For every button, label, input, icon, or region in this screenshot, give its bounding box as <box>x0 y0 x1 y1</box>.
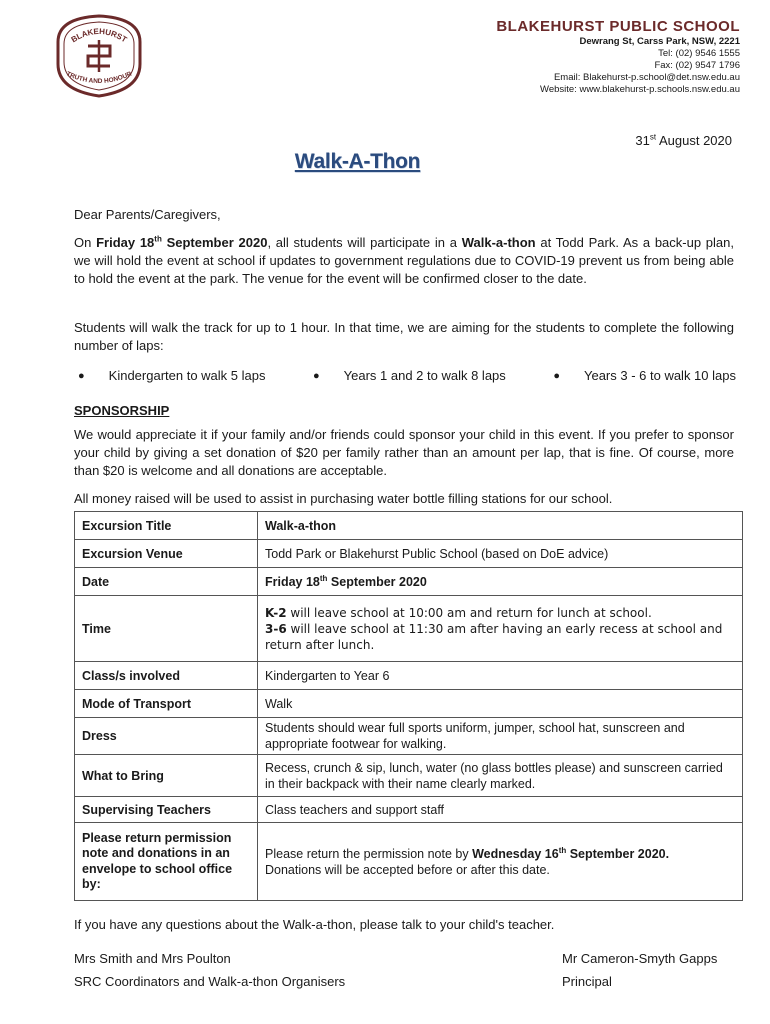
table-row: Date Friday 18th September 2020 <box>75 568 743 596</box>
closing-paragraph: If you have any questions about the Walk-a-thon, please talk to your child's teacher. <box>74 917 555 932</box>
table-row: Class/s involved Kindergarten to Year 6 <box>75 662 743 690</box>
date-day: 31 <box>635 133 650 148</box>
page-title: Walk-A-Thon <box>294 150 421 173</box>
table-row: Excursion Venue Todd Park or Blakehurst Public School (based on DoE advice) <box>75 540 743 568</box>
letterhead <box>496 18 740 96</box>
list-item: ● Kindergarten to walk 5 laps <box>78 368 266 383</box>
letter-date <box>635 133 732 148</box>
school-website: Website: www.blakehurst-p.schools.nsw.edu.au <box>540 84 740 95</box>
school-crest-logo <box>50 12 148 98</box>
table-row: Excursion Title Walk-a-thon <box>75 512 743 540</box>
funds-paragraph: All money raised will be used to assist in purchasing water bottle filling stations for our school. <box>74 491 613 506</box>
table-row: Time K-2 will leave school at 10:00 am and return for lunch at school. 3-6 will leave school at 11:30 am after having an early recess at school and return after lunch. <box>75 596 743 662</box>
signature-block-organisers <box>74 947 345 993</box>
school-tel: Tel: (02) 9546 1555 <box>658 48 740 59</box>
organiser-names: Mrs Smith and Mrs Poulton <box>74 951 231 966</box>
list-item: ● Years 3 - 6 to walk 10 laps <box>553 368 736 383</box>
laps-list <box>74 368 736 383</box>
salutation: Dear Parents/Caregivers, <box>74 207 221 222</box>
table-row: Mode of Transport Walk <box>75 690 743 718</box>
bullet-icon: ● <box>78 369 85 382</box>
signature-block-principal <box>562 947 717 993</box>
crest-motto-text: TRUTH AND HONOUR <box>65 70 133 86</box>
school-email: Email: Blakehurst-p.school@det.nsw.edu.au <box>553 72 740 83</box>
organiser-role: SRC Coordinators and Walk-a-thon Organisers <box>74 974 346 989</box>
table-row: Dress Students should wear full sports uniform, jumper, school hat, sunscreen and appropriate footwear for walking. <box>75 718 743 755</box>
laps-paragraph: Students will walk the track for up to 1 hour. In that time, we are aiming for the students to complete the following number of laps: <box>74 320 734 353</box>
bullet-icon: ● <box>313 369 320 382</box>
table-row: What to Bring Recess, crunch & sip, lunch, water (no glass bottles please) and sunscreen carried in their backpack with their name clearly marked. <box>75 755 743 797</box>
intro-paragraph: On Friday 18th September 2020, all students will participate in a Walk-a-thon at Todd Park. As a back-up plan, we will hold the event at school if updates to government regulations due to COVID-19 prevent us from being able to hold the event at the park. The venue for the event will be confirmed closer to the date. <box>74 234 734 286</box>
date-suffix: st <box>649 132 657 142</box>
date-rest: August 2020 <box>656 133 732 148</box>
school-fax: Fax: (02) 9547 1796 <box>654 60 740 71</box>
sponsorship-heading: SPONSORSHIP <box>74 403 170 418</box>
school-name: BLAKEHURST PUBLIC SCHOOL <box>496 18 740 35</box>
sponsorship-paragraph: We would appreciate it if your family and/or friends could sponsor your child in this event. If you prefer to sponsor your child by giving a set donation of $20 per family rather than an amount per lap, that is fine. Of course, more than $20 is welcome and all donations are acceptable. <box>74 427 734 478</box>
table-row: Supervising Teachers Class teachers and support staff <box>75 797 743 823</box>
bullet-icon: ● <box>553 369 560 382</box>
crest-top-text: BLAKEHURST <box>69 26 129 45</box>
table-row: Please return permission note and donations in an envelope to school office by: Please return the permission note by Wednesday 16th September 2020. Donations will be accepted before or after this date. <box>75 823 743 901</box>
list-item: ● Years 1 and 2 to walk 8 laps <box>313 368 506 383</box>
principal-role: Principal <box>562 974 612 989</box>
excursion-table <box>74 511 743 901</box>
school-address: Dewrang St, Carss Park, NSW, 2221 <box>579 36 740 47</box>
principal-name: Mr Cameron-Smyth Gapps <box>562 951 718 966</box>
